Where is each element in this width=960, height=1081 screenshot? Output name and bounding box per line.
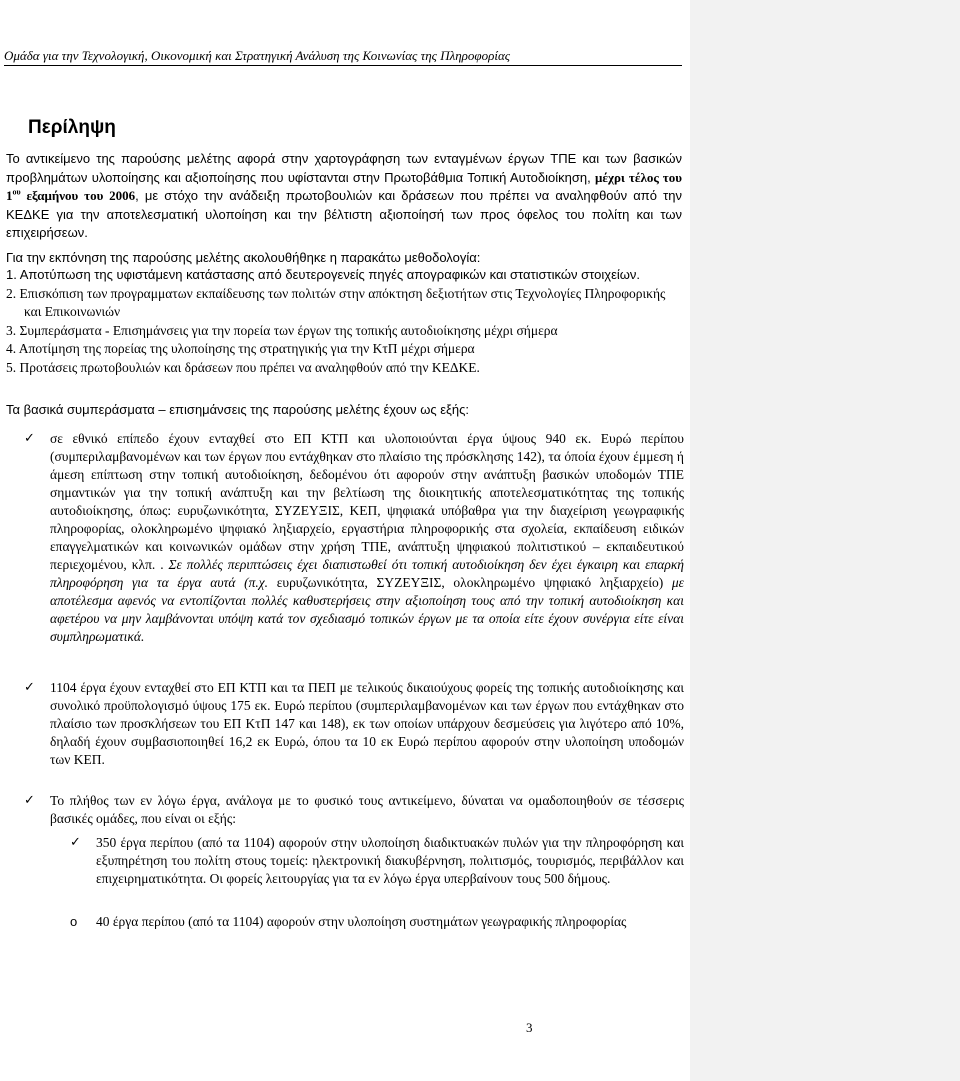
checkmark-icon: ✓ [24,680,35,695]
circle-bullet-icon: o [70,914,78,929]
conclusion-1-italic-1: Σε πολλές περιπτώσεις έχει διαπιστωθεί ότι τοπική αυτοδιοίκηση δεν έχει έγκαιρη και επαρκή πληροφόρηση για τα έργα αυτά (π.χ. [50,557,685,590]
checkmark-icon: ✓ [70,835,81,850]
sub-bullet-2 [70,913,684,931]
header-rule [4,65,682,66]
conclusion-text-2: 1104 έργα έχουν ενταχθεί στο ΕΠ ΚΤΠ και τα ΠΕΠ με τελικούς δικαιούχους φορείς της τοπικής αυτοδιοίκησης και συνολικό προϋπολογισμό ύψους 175 εκ. Ευρώ περίπου (συμπεριλαμβανομένων και των έργων που εντάχθηκαν στο πλαίσιο των προσκλήσεων του ΕΠ ΚτΠ 147 και 148), εκ των οποίων υπάρχουν δεσμεύσεις για λιγότερο από 10%, δηλαδή έχουν συμβασιοποιηθεί 16,2 εκ Ευρώ, όπου τα 10 εκ Ευρώ περίπου αφορούν στην υλοποίηση υποδομών των ΚΕΠ. [50,680,684,767]
methodology-step: 4. Αποτίμηση της πορείας της υλοποίησης της στρατηγικής για την ΚτΠ μέχρι σήμερα [6,341,475,356]
methodology-step: 5. Προτάσεις πρωτοβουλιών και δράσεων που πρέπει να αναληφθούν από την ΚΕΔΚΕ. [6,359,480,375]
conclusion-1-italic-2: με αποτέλεσμα αφενός να εντοπίζονται πολλές καθυστερήσεις στην αξιοποίηση τους από την τοπική αυτοδιοίκηση και αφετέρου να μην λαμβάνονται υπόψη κατά τον σχεδιασμό τοπικών έργων με τα οποία είτε έχουν συνέργια είτε είναι συμπληρωματικά. [50,575,684,644]
conclusion-bullet-3 [24,792,684,828]
page-number: 3 [526,1020,533,1035]
methodology-step: 2. Επισκόπιση των προγραμματων εκπαίδευσης των πολιτών στην απόκτηση δεξιοτήτων στις Τεχνολογίες Πληροφορικής και Επικοινωνιών [6,285,666,319]
conclusion-text-1 [50,430,684,646]
conclusion-text-3: Το πλήθος των εν λόγω έργα, ανάλογα με το φυσικό τους αντικείμενο, δύναται να ομαδοποιηθούν σε τέσσερις βασικές ομάδες, που είναι οι εξής: [50,793,684,826]
abstract-text-1: Το αντικείμενο της παρούσης μελέτης αφορά στην χαρτογράφηση των ενταγμένων έργων ΤΠΕ και των βασικών προβλημάτων υλοποίησης και αξιοποίησης που υφίστανται στην Πρωτοβάθμια Τοπική Αυτοδιοίκηση, [6,151,682,185]
methodology-step: 1. Αποτύπωση της υφιστάμενη κατάστασης από δευτερογενείς πηγές απογραφικών και στατιστικών στοιχείων. [6,267,641,282]
running-header: Ομάδα για την Τεχνολογική, Οικονομική και Στρατηγική Ανάλυση της Κοινωνίας της Πληροφορίας [4,48,511,63]
abstract-bold-1: μέχρι τέλος του 1 [6,169,682,203]
methodology-steps [6,266,682,377]
conclusion-1-plain-2: ευρυζωνικότητα, ΣΥΖΕΥΞΙΣ, ολοκληρωμένο ψηφιακό ληξιαρχείο) [268,575,672,590]
comment-margin-panel [690,0,960,1081]
methodology-intro: Για την εκπόνηση της παρούσης μελέτης ακολουθήθηκε η παρακάτω μεθοδολογία: [6,250,481,265]
section-title: Περίληψη [28,117,116,138]
conclusion-bullet-1 [24,430,684,646]
abstract-text-2: , με στόχο την ανάδειξη πρωτοβουλιών και δράσεων που πρέπει να αναληφθούν από την ΚΕΔΚΕ για την αποτελεσματική υλοποίηση και την βέλτιστη αξιοποίησή των προς όφελος του πολίτη και των επιχειρήσεων. [6,188,683,240]
checkmark-icon: ✓ [24,793,35,808]
checkmark-icon: ✓ [24,431,35,446]
sub-bullet-text-2: 40 έργα περίπου (από τα 1104) αφορούν στην υλοποίηση συστημάτων γεωγραφικής πληροφορίας [96,914,627,929]
conclusion-bullet-2 [24,679,684,769]
sub-bullet-1 [70,834,684,888]
abstract-bold-2: εξαμήνου του 2006 [20,188,136,203]
conclusions-intro: Τα βασικά συμπεράσματα – επισημάνσεις της παρούσης μελέτης έχουν ως εξής: [6,402,469,417]
methodology-step: 3. Συμπεράσματα - Επισημάνσεις για την πορεία των έργων της τοπικής αυτοδιοίκησης μέχρι σήμερα [6,322,558,338]
sub-bullet-text-1: 350 έργα περίπου (από τα 1104) αφορούν στην υλοποίηση διαδικτυακών πυλών για την πληροφόρηση και εξυπηρέτηση του πολίτη στους τομείς: ηλεκτρονική διακυβέρνηση, πολιτισμός, τουρισμός, περιβάλλον και επιχειρηματικότητα. Οι φορείς λειτουργίας για τα εν λόγω έργα υπερβαίνουν τους 500 δήμους. [96,835,684,886]
conclusion-1-main: σε εθνικό επίπεδο έχουν ενταχθεί στο ΕΠ ΚΤΠ και υλοποιούνται έργα ύψους 940 εκ. Ευρώ περίπου (συμπεριλαμβανομένων και των έργων που εντάχθηκαν στο πλαίσιο της πρόσκλησης 142), τα όποία έχουν έμμεση ή άμεση επίπτωση στην τοπική αυτοδιοίκηση, δεδομένου ότι αφορούν στην ανάπτυξη βασικών υποδομών ΤΠΕ σημαντικών για την τοπική ανάπτυξη και την βελτίωση της διοικητικής αποτελεσματικότητας της τοπικής αυτοδιοίκησης, όπως: ευρυζωνικότητα, ΣΥΖΕΥΞΙΣ, ΚΕΠ, ψηφιακά υπόβαθρα για την διαχείριση γεωγραφικής πληροφορίας, ολοκληρωμένο ψηφιακό ληξιαρχείο, εργαστήρια πληροφορικής στα σχολεία, εκπαίδευση ειδικών επαγγελματικών και κοινωνικών ομάδων στην χρήση ΤΠΕ, ανάπτυξη ψηφιακού πολιτιστικού – εκπαιδευτικού περιεχομένου, κλπ. . [50,431,684,572]
abstract-bold-sup: ου [12,187,21,197]
abstract-paragraph [6,150,682,243]
